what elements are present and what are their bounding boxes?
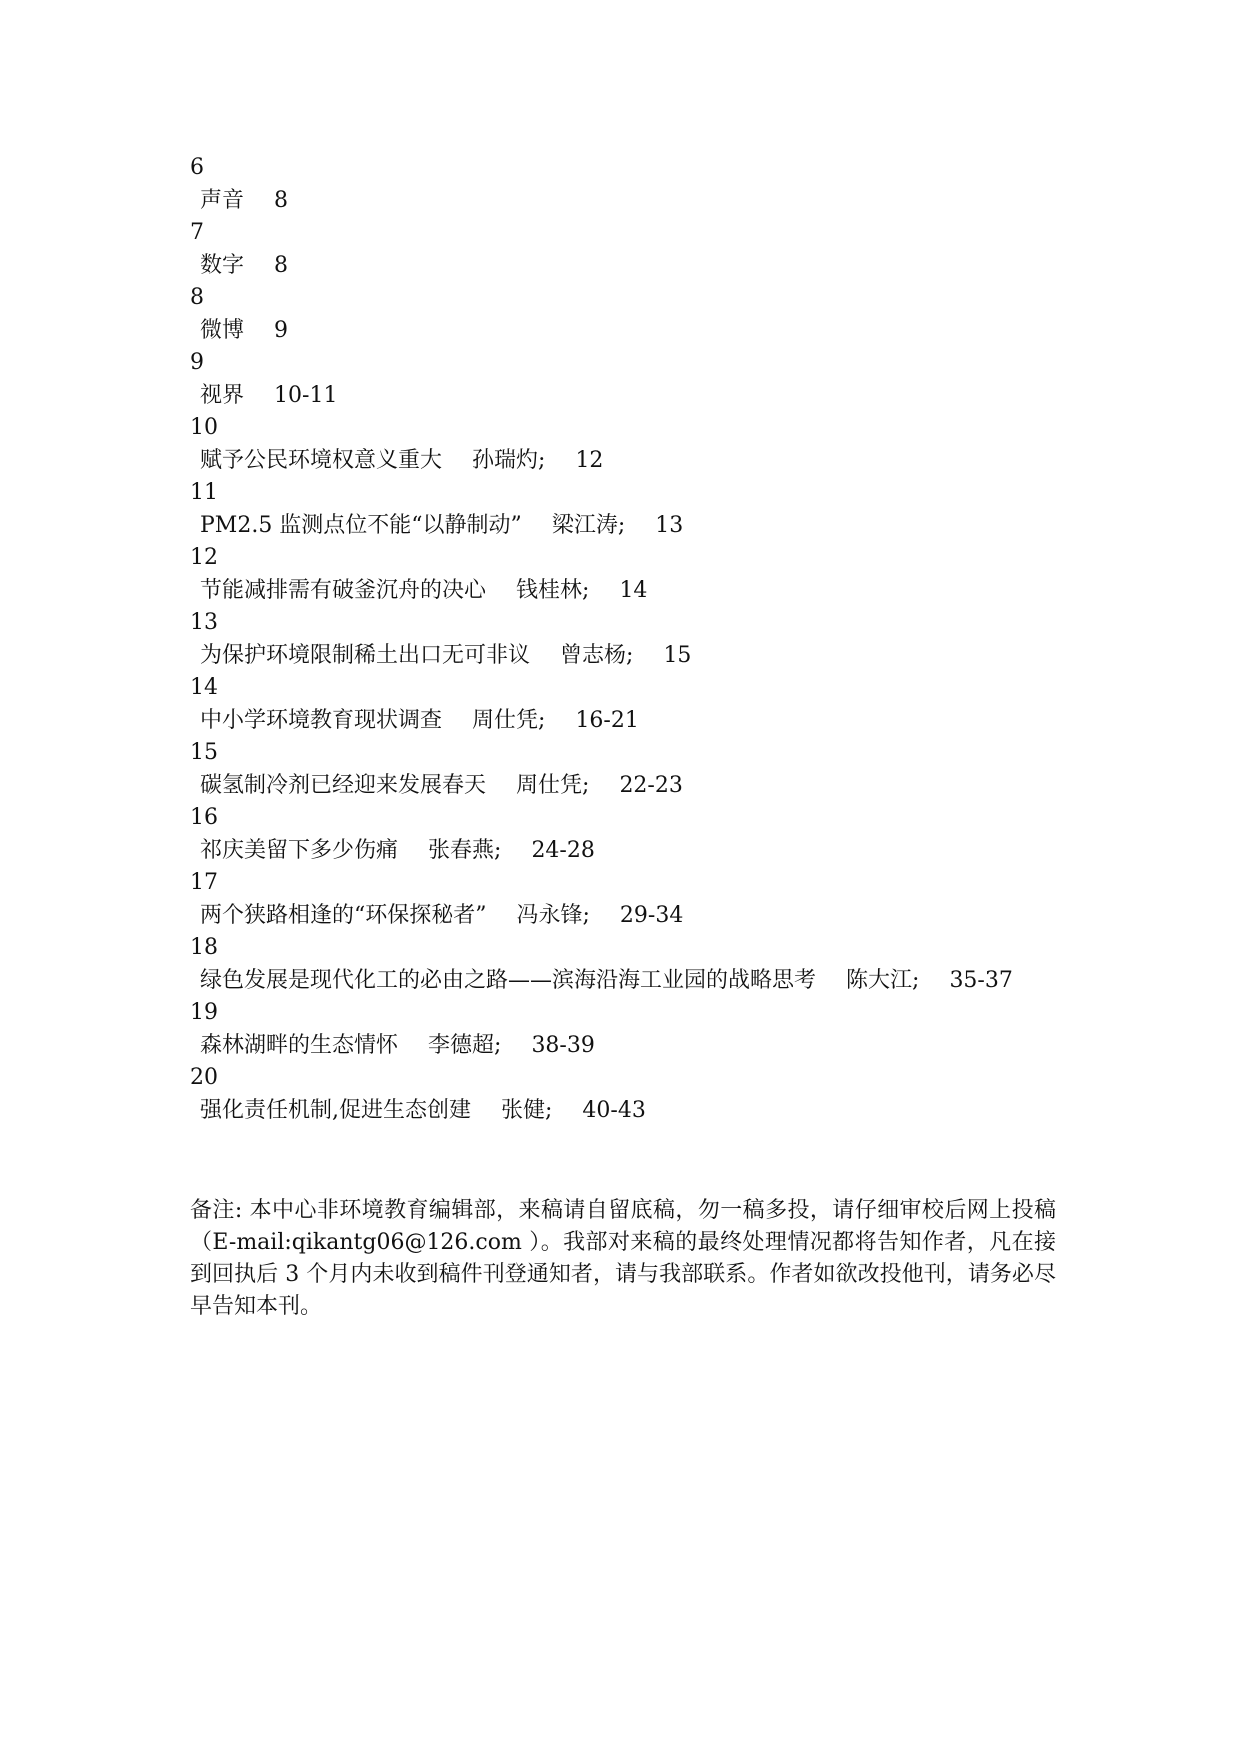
toc-entry xyxy=(190,770,1070,803)
toc-entry xyxy=(190,250,1070,283)
toc-entry xyxy=(190,1095,1070,1128)
toc-entry-author: 孙瑞灼; xyxy=(472,447,546,473)
toc-entry-pages: 16-21 xyxy=(575,707,639,733)
toc-entry-title: 微博 xyxy=(200,317,245,343)
toc-entry-pages: 40-43 xyxy=(582,1097,646,1123)
toc-entry-number: 10 xyxy=(190,415,218,440)
toc-entry-number: 14 xyxy=(190,675,218,700)
toc-entry-pages: 14 xyxy=(619,577,648,603)
toc-entry-number: 18 xyxy=(190,935,218,960)
toc-entry xyxy=(190,185,1070,218)
toc-entry-author: 陈大江; xyxy=(846,967,920,993)
toc-entry-title: 视界 xyxy=(200,382,245,408)
toc-entry-author: 曾志杨; xyxy=(560,642,634,668)
toc-entry-number: 20 xyxy=(190,1065,218,1090)
toc-entry-title: 强化责任机制,促进生态创建 xyxy=(200,1097,471,1123)
toc-entry-pages: 35-37 xyxy=(949,967,1013,993)
toc-entry-pages: 15 xyxy=(663,642,692,668)
toc-entry-pages: 12 xyxy=(575,447,604,473)
toc-entry-title: 绿色发展是现代化工的必由之路——滨海沿海工业园的战略思考 xyxy=(200,967,817,993)
toc-entry-pages: 29-34 xyxy=(619,902,684,928)
toc-entry xyxy=(190,965,1070,998)
toc-entry xyxy=(190,575,1070,608)
toc-entry xyxy=(190,510,1070,543)
toc-entry-author: 梁江涛; xyxy=(551,512,626,538)
toc-entry-author: 钱桂林; xyxy=(516,577,590,603)
toc-entry-number: 17 xyxy=(190,870,218,895)
submission-note: 备注: 本中心非环境教育编辑部，来稿请自留底稿，勿一稿多投，请仔细审校后网上投稿（E-mail:qikantg06@126.com ）。我部对来稿的最终处理情况都将告知作者，凡在接到回执后 3 个月内未收到稿件刊登通知者，请与我部联系。作者如欲改投他刊，请务必尽早告知本刊。 xyxy=(190,1198,1056,1319)
table-of-contents xyxy=(190,152,1070,1127)
toc-entry-pages: 38-39 xyxy=(531,1032,595,1058)
toc-entry-title: 碳氢制冷剂已经迎来发展春天 xyxy=(200,772,487,798)
toc-entry-title: 节能减排需有破釜沉舟的决心 xyxy=(200,577,487,603)
toc-entry-number: 6 xyxy=(190,155,204,180)
toc-entry-title: 森林湖畔的生态情怀 xyxy=(200,1032,399,1058)
toc-entry xyxy=(190,1030,1070,1063)
toc-entry xyxy=(190,380,1070,413)
toc-entry-pages: 22-23 xyxy=(619,772,683,798)
toc-entry-pages: 9 xyxy=(274,317,289,343)
toc-entry-pages: 10-11 xyxy=(274,382,338,408)
toc-entry-author: 周仕凭; xyxy=(472,707,546,733)
toc-entry xyxy=(190,445,1070,478)
toc-entry-number: 12 xyxy=(190,545,218,570)
toc-entry xyxy=(190,900,1070,933)
toc-entry xyxy=(190,315,1070,348)
toc-entry-author: 冯永锋; xyxy=(516,902,590,928)
toc-entry-title: PM2.5 监测点位不能“以静制动” xyxy=(200,512,522,538)
toc-entry-number: 19 xyxy=(190,1000,218,1025)
toc-entry-number: 9 xyxy=(190,350,204,375)
toc-entry-pages: 13 xyxy=(655,512,684,538)
toc-entry-author: 张春燕; xyxy=(428,837,502,863)
toc-entry-title: 数字 xyxy=(200,252,245,278)
toc-entry-author: 李德超; xyxy=(428,1032,502,1058)
toc-entry-pages: 8 xyxy=(274,187,289,213)
toc-entry-number: 8 xyxy=(190,285,204,310)
toc-entry xyxy=(190,835,1070,868)
toc-entry-title: 祁庆美留下多少伤痛 xyxy=(200,837,399,863)
toc-entry xyxy=(190,705,1070,738)
toc-entry-number: 11 xyxy=(190,480,218,505)
toc-entry-author: 周仕凭; xyxy=(516,772,590,798)
toc-entry-title: 为保护环境限制稀土出口无可非议 xyxy=(200,642,531,668)
toc-entry-title: 声音 xyxy=(200,187,245,213)
toc-entry-title: 中小学环境教育现状调查 xyxy=(200,707,443,733)
toc-entry-title: 赋予公民环境权意义重大 xyxy=(200,447,443,473)
toc-entry-pages: 24-28 xyxy=(531,837,595,863)
toc-entry-pages: 8 xyxy=(274,252,289,278)
toc-entry-title: 两个狭路相逢的“环保探秘者” xyxy=(200,902,487,928)
toc-entry xyxy=(190,640,1070,673)
toc-entry-number: 13 xyxy=(190,610,218,635)
toc-entry-author: 张健; xyxy=(501,1097,553,1123)
toc-entry-number: 7 xyxy=(190,220,204,245)
toc-entry-number: 15 xyxy=(190,740,218,765)
toc-entry-number: 16 xyxy=(190,805,218,830)
